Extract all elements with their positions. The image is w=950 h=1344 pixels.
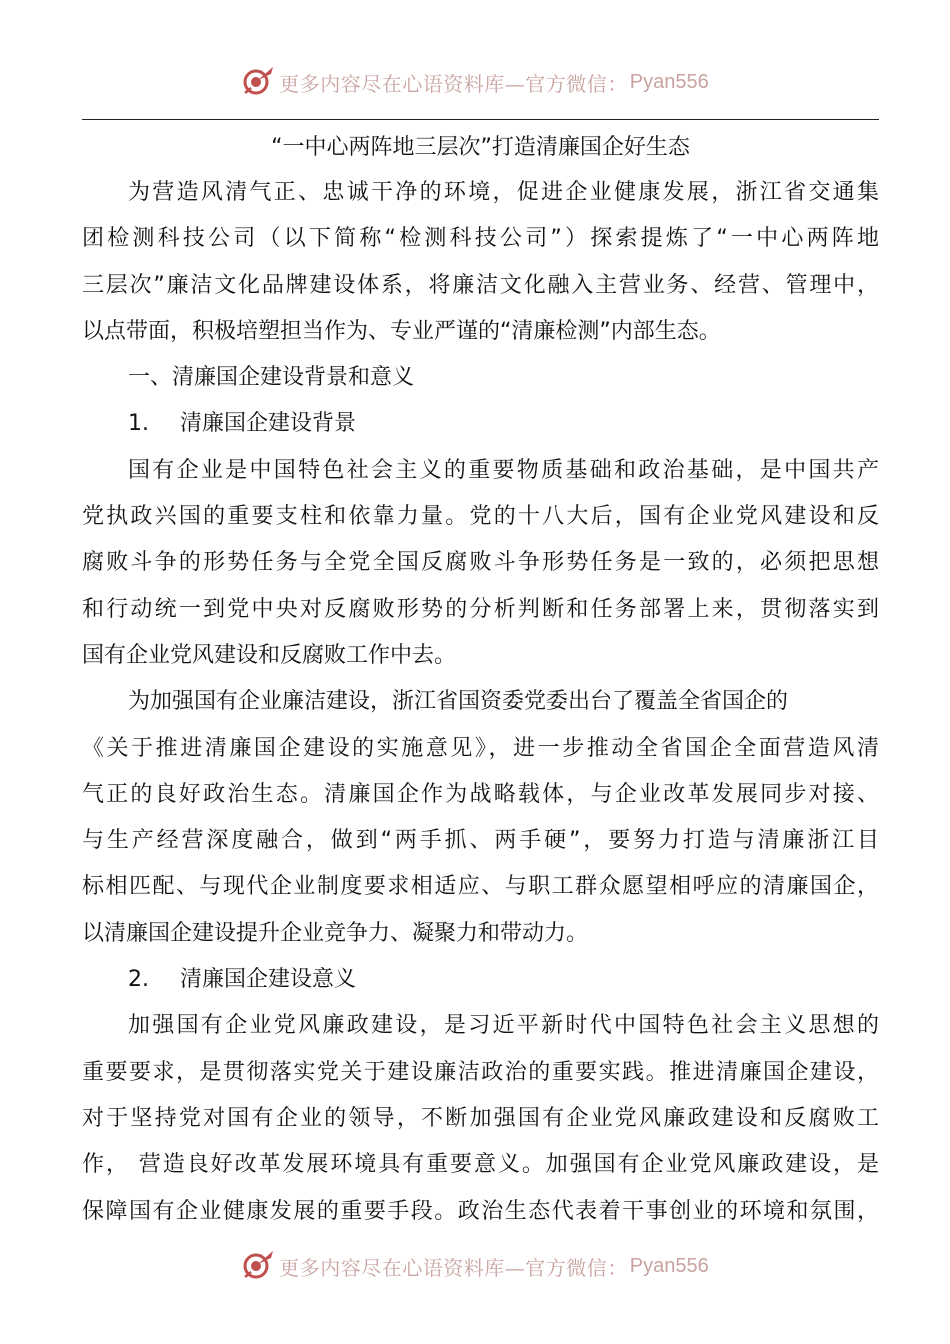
header-divider	[82, 119, 879, 120]
body-line: 以清廉国企建设提升企业竞争力、凝聚力和带动力。	[82, 920, 589, 946]
body-line: 与生产经营深度融合，做到“两手抓、两手硬”，要努力打造与清廉浙江目	[82, 828, 879, 854]
body-line: 作， 营造良好改革发展环境具有重要意义。加强国有企业党风廉政建设，是	[82, 1152, 879, 1178]
body-line: 以点带面，积极培塑担当作为、专业严谨的“清廉检测”内部生态。	[82, 318, 721, 344]
body-line: 重要要求，是贯彻落实党关于建设廉洁政治的重要实践。推进清廉国企建设，	[82, 1059, 879, 1085]
subheading-text: 清廉国企建设意义	[180, 967, 357, 993]
pen-logo-icon	[241, 1249, 275, 1283]
body-line: 国有企业是中国特色社会主义的重要物质基础和政治基础，是中国共产	[128, 457, 879, 483]
pen-logo-icon	[241, 65, 275, 99]
subheading	[82, 957, 879, 1003]
body-line: 为营造风清气正、忠诚干净的环境，促进企业健康发展，浙江省交通集	[128, 180, 879, 205]
body-line: 党执政兴国的重要支柱和依靠力量。党的十八大后，国有企业党风建设和反	[82, 504, 879, 530]
body-line: 国有企业党风建设和反腐败工作中去。	[82, 642, 457, 668]
footer-watermark	[0, 1246, 950, 1286]
body-line: 标相匹配、与现代企业制度要求相适应、与职工群众愿望相呼应的清廉国企，	[82, 874, 879, 900]
body-line: 和行动统一到党中央对反腐败形势的分析判断和任务部署上来，贯彻落实到	[82, 596, 879, 622]
header-watermark	[0, 62, 950, 102]
body-line: 加强国有企业党风廉政建设，是习近平新时代中国特色社会主义思想的	[128, 1013, 879, 1039]
subheading-number: 2.	[128, 967, 149, 993]
subheading-text: 清廉国企建设背景	[180, 411, 357, 437]
watermark-text: 更多内容尽在心语资料库—官方微信：	[279, 1255, 628, 1280]
body-line: 团检测科技公司（以下简称“检测科技公司”）探索提炼了“一中心两阵地	[82, 226, 879, 252]
body-line: 为加强国有企业廉洁建设，浙江省国资委党委出台了覆盖全省国企的	[128, 689, 789, 715]
body-line: 腐败斗争的形势任务与全党全国反腐败斗争形势任务是一致的，必须把思想	[82, 550, 879, 576]
subheading	[82, 401, 879, 447]
body-line: 气正的良好政治生态。清廉国企作为战略载体，与企业改革发展同步对接、	[82, 781, 879, 807]
watermark-text: 更多内容尽在心语资料库—官方微信：	[279, 71, 628, 96]
watermark-wechat-id: Pyan556	[629, 1254, 709, 1277]
document-title: “一中心两阵地三层次”打造清廉国企好生态	[271, 135, 690, 160]
document-body	[82, 126, 879, 1235]
body-line: 对于坚持党对国有企业的领导，不断加强国有企业党风廉政建设和反腐败工	[82, 1105, 879, 1131]
body-line: 《关于推进清廉国企建设的实施意见》，进一步推动全省国企全面营造风清	[82, 735, 879, 761]
body-line: 三层次”廉洁文化品牌建设体系，将廉洁文化融入主营业务、经营、管理中，	[82, 272, 879, 298]
watermark-wechat-id: Pyan556	[629, 70, 709, 93]
section-heading: 一、清廉国企建设背景和意义	[128, 365, 415, 391]
subheading-number: 1.	[128, 411, 149, 437]
body-line: 保障国有企业健康发展的重要手段。政治生态代表着干事创业的环境和氛围，	[82, 1198, 879, 1224]
